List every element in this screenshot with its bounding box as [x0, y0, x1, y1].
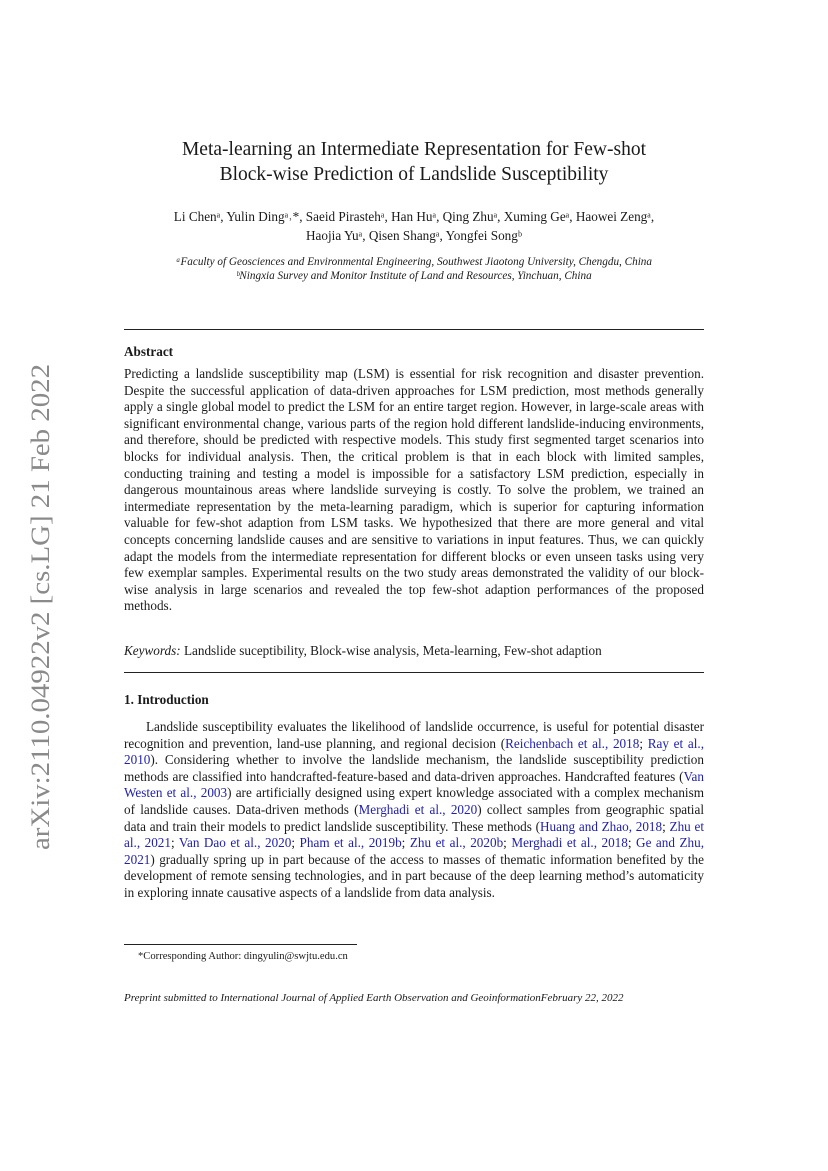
abstract-bottom-rule	[124, 672, 704, 673]
introduction-paragraph	[124, 719, 704, 902]
citation-link[interactable]: Merghadi et al., 2020	[358, 801, 478, 817]
citation-link[interactable]: Ray et al., 2010	[124, 735, 704, 768]
intro-text: ;	[401, 835, 410, 851]
affiliations	[100, 255, 728, 283]
intro-text: ;	[291, 835, 300, 851]
title-line-2: Block-wise Prediction of Landslide Susceptibility	[219, 164, 609, 185]
citation-link[interactable]: Zhu et al., 2020b	[409, 835, 504, 851]
citation-link[interactable]: Ge and Zhu, 2021	[124, 835, 704, 867]
intro-text: ) are artificially designed using expert knowledge associated with a complex mechanism of landslide causes. Data-driven methods (	[124, 785, 704, 817]
authors-line-2: Haojia Yuᵃ, Qisen Shangᵃ, Yongfei Songᵇ	[306, 228, 522, 243]
intro-text: ;	[639, 735, 648, 751]
preprint-footer: Preprint submitted to International Journal of Applied Earth Observation and GeoinformationFebruary 22, 2022	[124, 992, 624, 1004]
footnote-rule	[124, 944, 357, 945]
top-rule	[124, 329, 704, 330]
citation-link[interactable]: Zhu et al., 2021	[124, 818, 704, 851]
keywords-text: Landslide suceptibility, Block-wise analysis, Meta-learning, Few-shot adaption	[183, 643, 602, 658]
intro-text: ;	[662, 818, 670, 834]
intro-text: Landslide susceptibility evaluates the likelihood of landslide occurrence, is useful for potential disaster recognition and prevention, land-use planning, and regional decision (	[124, 719, 704, 751]
citation-link[interactable]: Huang and Zhao, 2018	[539, 818, 663, 834]
intro-text: ) gradually spring up in part because of the access to masses of thematic information benefited by the development of remote sensing technologies, and in part because of the deep learning method’s automaticity in exploring innate causative aspects of a landslide from data analysis.	[124, 851, 704, 900]
paper-title	[100, 137, 728, 187]
citation-link[interactable]: Merghadi et al., 2018	[511, 835, 628, 851]
title-line-1: Meta-learning an Intermediate Representation for Few-shot	[181, 139, 647, 160]
intro-text: ;	[627, 835, 637, 851]
keywords-label: Keywords:	[124, 643, 181, 658]
citation-link[interactable]: Van Westen et al., 2003	[124, 768, 704, 801]
abstract-heading: Abstract	[124, 344, 174, 359]
authors-line-1: Li Chenᵃ, Yulin Dingᵃ˒*, Saeid Pirastehᵃ, Han Huᵃ, Qing Zhuᵃ, Xuming Geᵃ, Haowei Zengᵃ,	[173, 209, 655, 224]
affiliation-b: ᵇNingxia Survey and Monitor Institute of Land and Resources, Yinchuan, China	[236, 270, 592, 282]
arxiv-id-text: arXiv:2110.04922v2 [cs.LG] 21 Feb 2022	[26, 411, 55, 850]
intro-text: ) collect samples from geographic spatial data and train their models to predict landslide susceptibility. These methods (	[124, 801, 704, 834]
citation-link[interactable]: Pham et al., 2019b	[299, 835, 402, 851]
intro-text: ;	[503, 835, 512, 851]
citation-link[interactable]: Van Dao et al., 2020	[178, 835, 292, 851]
affiliation-a: ᵃFaculty of Geosciences and Environmental Engineering, Southwest Jiaotong University, Chengdu, China	[175, 256, 652, 268]
arxiv-side-identifier	[20, 362, 60, 852]
abstract-body: Predicting a landslide susceptibility map (LSM) is essential for risk recognition and disaster prevention. Despite the successful application of data-driven approaches for LSM prediction, most methods generally apply a single global model to predict the LSM for an entire target region. However, in large-scale areas with significant environmental change, various parts of the region hold different landslide-inducing environments, and therefore, should be predicted with respective models. This study first segmented target scenarios into blocks for individual analysis. Then, the critical problem is that in each block with limited samples, conducting training and testing a model is impossible for a satisfactory LSM prediction, especially in dangerous mountainous areas where landslide surveying is costly. To solve the problem, we trained an intermediate representation by the meta-learning paradigm, which is superior for capturing information valuable for few-shot adaption from LSM tasks. We hypothesized that there are more general and vital concepts concerning landslide causes and are sensitive to variations in input features. Thus, we can quickly adapt the models from the intermediate representation for different blocks or even unseen tasks using very few exemplar samples. Experimental results on the two study areas demonstrated the validity of our block-wise analysis in large scenarios and revealed the top few-shot adaption performances of the proposed methods.	[124, 366, 704, 614]
citation-link[interactable]: Reichenbach et al., 2018	[505, 735, 640, 751]
keywords	[124, 643, 704, 660]
intro-text: ;	[170, 835, 179, 851]
section-heading-introduction: 1. Introduction	[124, 692, 209, 707]
corresponding-author-footnote: *Corresponding Author: dingyulin@swjtu.edu.cn	[138, 951, 348, 962]
author-list	[100, 207, 728, 245]
intro-text: ). Considering whether to involve the landslide mechanism, the landslide susceptibility prediction methods are classified into handcrafted-feature-based and data-driven approaches. Handcrafted features (	[124, 752, 704, 784]
